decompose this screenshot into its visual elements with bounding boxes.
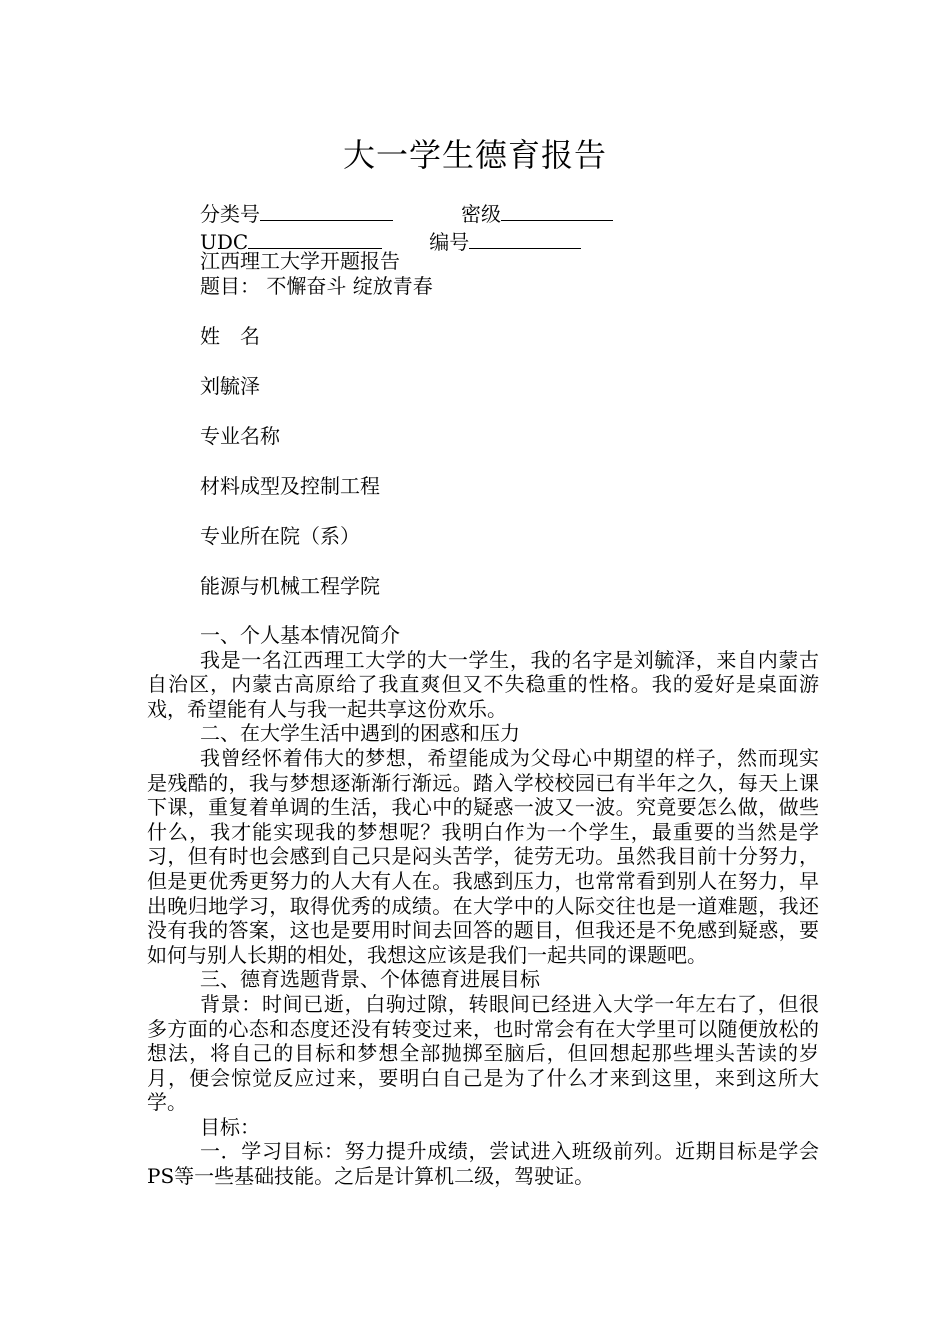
goals-paragraph: 一．学习目标：努力提升成绩，尝试进入班级前列。近期目标是学会PS等一些基础技能。之后是计算机二级，驾驶证。 — [147, 1139, 819, 1189]
section-paragraph-2: 我曾经怀着伟大的梦想，希望能成为父母心中期望的样子，然而现实是残酷的，我与梦想逐渐渐行渐远。踏入学校校园已有半年之久，每天上课下课，重复着单调的生活，我心中的疑惑一波又一波。究竟要怎么做，做些什么，我才能实现我的梦想呢？我明白作为一个学生，最重要的当然是学习，但有时也会感到自己只是闷头苦学，徒劳无功。虽然我目前十分努力，但是更优秀更努力的人大有人在。我感到压力，也常常看到别人在努力，早出晚归地学习，取得优秀的成绩。在大学中的人际交往也是一道难题，我还没有我的答案，这也是要用时间去回答的题目，但我还是不免感到疑惑，要如何与别人长期的相处，我想这应该是我们一起共同的课题吧。 — [147, 745, 819, 967]
section-heading-2: 二、在大学生活中遇到的困惑和压力 — [200, 721, 520, 746]
classification-blank — [260, 202, 393, 221]
goals-heading: 目标： — [200, 1114, 260, 1139]
section-heading-1: 一、个人基本情况简介 — [200, 623, 400, 647]
major-value: 材料成型及控制工程 — [200, 474, 380, 498]
major-label: 专业名称 — [200, 424, 280, 448]
dept-label: 专业所在院（系） — [200, 524, 360, 548]
university-line: 江西理工大学开题报告 — [200, 249, 400, 273]
secret-blank — [501, 202, 613, 221]
section-paragraph-3: 背景：时间已逝，白驹过隙，转眼间已经进入大学一年左右了，但很多方面的心态和态度还没有转变过来，也时常会有在大学里可以随便放松的想法，将自己的目标和梦想全部抛掷至脑后，但回想起那些埋头苦读的岁月，便会惊觉反应过来，要明白自己是为了什么才来到这里，来到这所大学。 — [147, 991, 819, 1115]
page-title: 大一学生德育报告 — [342, 136, 607, 174]
dept-value: 能源与机械工程学院 — [200, 574, 380, 598]
classification-label: 分类号 — [200, 202, 260, 226]
report-body — [147, 623, 819, 1189]
name-label: 姓 名 — [200, 324, 260, 348]
udc-blank — [248, 230, 382, 249]
number-blank — [469, 230, 581, 249]
secret-label: 密级 — [461, 202, 501, 226]
number-label: 编号 — [429, 230, 470, 254]
topic-line: 题目： 不懈奋斗 绽放青春 — [200, 274, 433, 298]
name-value: 刘毓泽 — [200, 374, 260, 398]
classification-row — [200, 198, 613, 227]
udc-label: UDC — [200, 230, 249, 254]
section-paragraph-1: 我是一名江西理工大学的大一学生，我的名字是刘毓泽，来自内蒙古自治区，内蒙古高原给了我直爽但又不失稳重的性格。我的爱好是桌面游戏，希望能有人与我一起共享这份欢乐。 — [147, 647, 819, 721]
section-heading-3: 三、德育选题背景、个体德育进展目标 — [200, 967, 540, 992]
